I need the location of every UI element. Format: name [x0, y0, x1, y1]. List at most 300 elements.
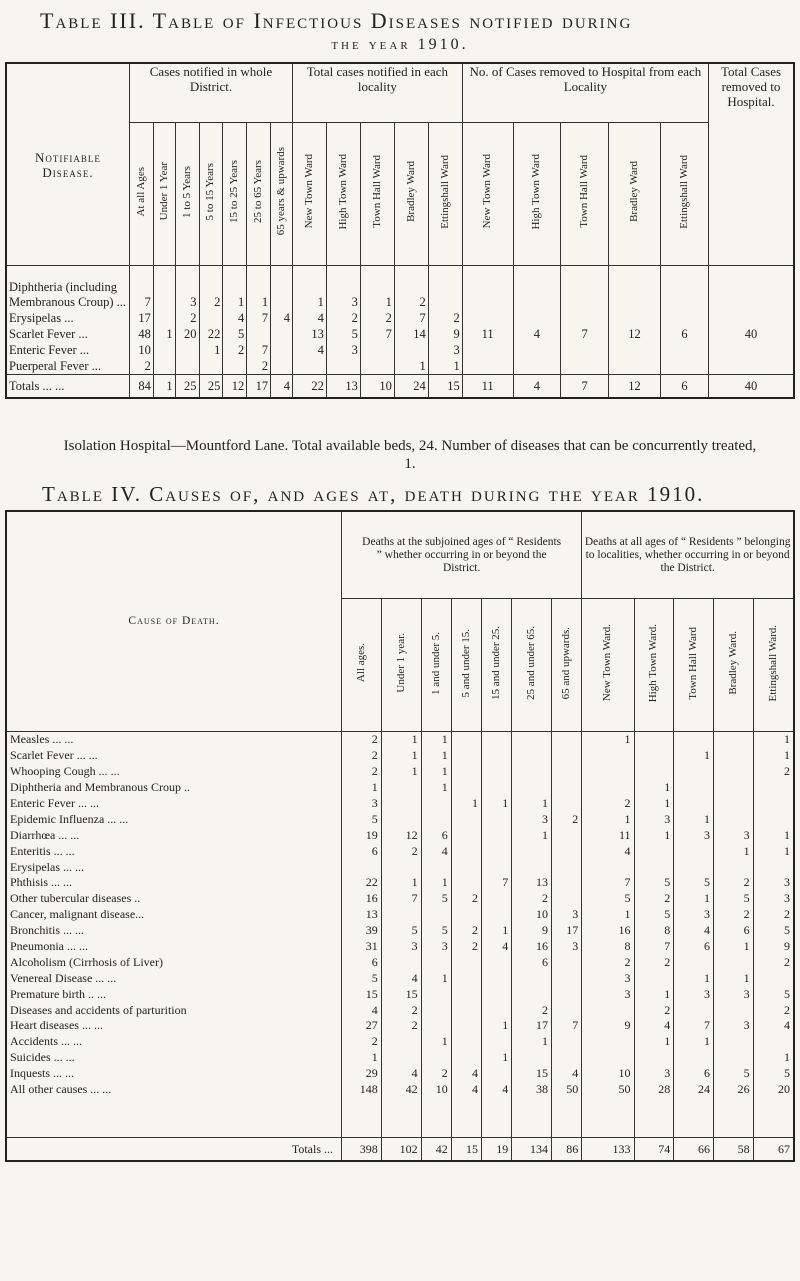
table4-value-cell: 16 — [582, 923, 634, 939]
table4-ward-header — [753, 599, 794, 732]
table3-disease-cell: Puerperal Fever ... — [9, 359, 101, 373]
table3-value-cell — [462, 358, 513, 375]
table3-value-cell: 2 — [175, 310, 199, 326]
table4-value-cell: 8 — [582, 939, 634, 955]
table4-cause-cell: Measles ... ... — [10, 732, 74, 747]
table4-value-cell — [552, 1050, 582, 1066]
table3-value-cell: 11 — [462, 326, 513, 342]
table3-value-cell — [709, 266, 795, 311]
table4-value-cell — [634, 732, 674, 748]
table4-value-cell: 3 — [753, 891, 794, 907]
table4-spacer-cell — [753, 1097, 794, 1138]
table3-value-cell — [394, 342, 428, 358]
table3-body — [6, 266, 794, 399]
table3-ward-header-label: High Town Ward — [336, 153, 349, 230]
table4-value-cell — [451, 907, 481, 923]
table4-value-cell — [421, 811, 451, 827]
table4-value-cell: 1 — [634, 780, 674, 796]
table4-title: Table IV. Causes of, and ages at, death during the year 1910. — [42, 482, 705, 506]
table4-value-cell — [512, 748, 552, 764]
table4-value-cell — [582, 780, 634, 796]
table4-age-header-label: 15 and under 25. — [490, 626, 503, 700]
table4-value-cell: 1 — [634, 986, 674, 1002]
table3-ward-header-removed — [661, 123, 709, 266]
table4-value-cell — [482, 891, 512, 907]
table4-value-cell — [482, 1066, 512, 1082]
table4-cause-cell: Venereal Disease ... ... — [10, 970, 117, 985]
table4-value-cell — [421, 907, 451, 923]
table3-disease-cell: Scarlet Fever ... — [9, 327, 88, 341]
table4-value-cell: 3 — [713, 1018, 753, 1034]
table4-value-cell — [482, 970, 512, 986]
table4-age-header — [552, 599, 582, 732]
table4-cause-cell: Heart diseases ... ... — [10, 1018, 103, 1033]
table3-value-cell — [709, 310, 795, 326]
table4-value-cell: 5 — [753, 923, 794, 939]
table4-cause-cell: Suicides ... ... — [10, 1050, 75, 1065]
table4-ward-header-label: Town Hall Ward — [687, 626, 700, 700]
table3-value-cell: 3 — [175, 266, 199, 311]
table3-value-cell — [271, 358, 293, 375]
table4-value-cell: 1 — [421, 1034, 451, 1050]
table3-ward-header-label: High Town Ward — [530, 153, 543, 230]
table4-total-cell: 67 — [753, 1138, 794, 1162]
table3-total-cell: 10 — [360, 375, 394, 399]
table4-value-cell — [451, 1034, 481, 1050]
table4-value-cell: 1 — [753, 843, 794, 859]
table4-value-cell: 4 — [381, 970, 421, 986]
table4-value-cell: 5 — [753, 986, 794, 1002]
table-row — [6, 1082, 794, 1098]
table3-value-cell — [462, 310, 513, 326]
table4-value-cell: 1 — [421, 875, 451, 891]
table-row — [6, 859, 794, 875]
table3-ward-header-label: Bradley Ward — [404, 161, 417, 222]
table4-value-cell: 5 — [381, 923, 421, 939]
table-row — [6, 764, 794, 780]
table4-value-cell — [634, 970, 674, 986]
table4-value-cell: 1 — [482, 796, 512, 812]
table4-value-cell: 3 — [634, 811, 674, 827]
table-row — [6, 1002, 794, 1018]
table4-value-cell — [421, 1018, 451, 1034]
table4-value-cell — [451, 1002, 481, 1018]
table3-value-cell: 3 — [326, 342, 360, 358]
table4-spacer-cell — [451, 1097, 481, 1138]
table4-age-header — [381, 599, 421, 732]
table4-value-cell: 4 — [421, 843, 451, 859]
table4-value-cell — [451, 748, 481, 764]
isolation-note: Isolation Hospital—Mountford Lane. Total available beds, 24. Number of diseases that can be concurrently treated, 1. — [63, 438, 757, 472]
table3-age-header — [130, 123, 154, 266]
table4-value-cell: 5 — [634, 875, 674, 891]
table4-cause-cell: Diseases and accidents of parturition — [10, 1002, 187, 1017]
table4-value-cell: 2 — [753, 1002, 794, 1018]
table3-ward-header-removed — [608, 123, 660, 266]
table4-total-cell: 86 — [552, 1138, 582, 1162]
table3-value-cell: 13 — [292, 326, 326, 342]
table4-value-cell — [482, 859, 512, 875]
table4-value-cell: 9 — [512, 923, 552, 939]
table4-totals-row — [6, 1138, 794, 1162]
table3-value-cell: 2 — [199, 266, 223, 311]
table4-value-cell: 3 — [674, 907, 714, 923]
table4-cause-header: Cause of Death. — [6, 511, 342, 732]
table3-age-header-label: 65 years & upwards — [275, 147, 288, 236]
table3-value-cell: 1 — [394, 358, 428, 375]
table3-total-cell: 15 — [428, 375, 462, 399]
table4-value-cell — [552, 875, 582, 891]
table3-ward-header-label: New Town Ward — [302, 154, 315, 229]
table3-value-cell — [661, 266, 709, 311]
table3 — [5, 62, 795, 399]
table4-value-cell — [713, 764, 753, 780]
table4-value-cell — [381, 1050, 421, 1066]
table4-value-cell: 50 — [582, 1082, 634, 1098]
table4-value-cell: 50 — [552, 1082, 582, 1098]
table3-total-cell: 17 — [247, 375, 271, 399]
table4-value-cell: 6 — [512, 954, 552, 970]
table4-value-cell: 1 — [674, 970, 714, 986]
table4-value-cell — [512, 732, 552, 748]
table4-value-cell — [482, 843, 512, 859]
table4-value-cell — [713, 811, 753, 827]
table4-value-cell — [674, 764, 714, 780]
table4-value-cell — [512, 859, 552, 875]
table4-value-cell — [512, 986, 552, 1002]
table3-value-cell: 2 — [130, 358, 154, 375]
table4-value-cell — [381, 796, 421, 812]
table4-age-header — [512, 599, 552, 732]
table4-total-cell: 134 — [512, 1138, 552, 1162]
table3-value-cell: 7 — [247, 342, 271, 358]
table4-value-cell: 3 — [713, 986, 753, 1002]
table4-value-cell: 5 — [634, 907, 674, 923]
table4-value-cell: 5 — [342, 811, 382, 827]
table4-value-cell — [552, 1002, 582, 1018]
table-row — [6, 939, 794, 955]
table4-value-cell: 17 — [512, 1018, 552, 1034]
table4-spacer-cell — [381, 1097, 421, 1138]
table4-value-cell: 38 — [512, 1082, 552, 1098]
table4-value-cell — [552, 796, 582, 812]
table4-ward-header-label: Ettingshall Ward. — [766, 624, 779, 702]
table4-cause-cell: Pneumonia ... ... — [10, 939, 88, 954]
table4-value-cell: 1 — [582, 907, 634, 923]
table4-value-cell: 5 — [674, 875, 714, 891]
table4-value-cell — [482, 732, 512, 748]
table4-value-cell — [482, 907, 512, 923]
table3-total-cell: 25 — [199, 375, 223, 399]
table4-value-cell — [582, 764, 634, 780]
table4-value-cell: 7 — [582, 875, 634, 891]
table3-ward-header-locality — [326, 123, 360, 266]
table4-cause-cell: Erysipelas ... ... — [10, 859, 84, 874]
table3-value-cell: 5 — [223, 326, 247, 342]
table-row — [6, 1066, 794, 1082]
table4-value-cell: 5 — [421, 891, 451, 907]
table4-value-cell: 3 — [342, 796, 382, 812]
table4-value-cell: 6 — [674, 1066, 714, 1082]
table4-value-cell: 2 — [342, 748, 382, 764]
table3-value-cell — [271, 326, 293, 342]
table4-value-cell: 24 — [674, 1082, 714, 1098]
table4-value-cell — [451, 732, 481, 748]
table4-value-cell: 31 — [342, 939, 382, 955]
table3-value-cell — [199, 358, 223, 375]
table4-value-cell — [451, 986, 481, 1002]
table3-value-cell: 2 — [360, 310, 394, 326]
table3-total-cell: 4 — [271, 375, 293, 399]
table4-value-cell — [512, 970, 552, 986]
table4-value-cell: 1 — [381, 732, 421, 748]
table3-age-header-label: 1 to 5 Years — [180, 165, 193, 218]
table3-value-cell: 7 — [130, 266, 154, 311]
table4-value-cell — [451, 970, 481, 986]
table3-total-removed-header: Total Cases removed to Hospital. — [709, 63, 795, 266]
table4-value-cell: 1 — [451, 796, 481, 812]
table4-value-cell: 20 — [753, 1082, 794, 1098]
table4-value-cell: 5 — [342, 970, 382, 986]
table4-value-cell: 1 — [421, 748, 451, 764]
table4-value-cell — [342, 859, 382, 875]
table4-cause-cell: Enteritis ... ... — [10, 843, 75, 858]
table4-value-cell — [552, 843, 582, 859]
table4-value-cell — [753, 811, 794, 827]
table4-value-cell — [634, 859, 674, 875]
table4-value-cell — [451, 1050, 481, 1066]
table4-total-cell: 15 — [451, 1138, 481, 1162]
table3-total-cell: 4 — [513, 375, 561, 399]
table4-value-cell — [634, 843, 674, 859]
table3-ward-header-locality — [428, 123, 462, 266]
table3-value-cell: 7 — [561, 326, 609, 342]
table3-cases-header: Cases notified in whole District. — [130, 63, 293, 123]
table4-value-cell: 5 — [753, 1066, 794, 1082]
table4-value-cell: 1 — [753, 748, 794, 764]
table3-value-cell: 2 — [223, 342, 247, 358]
table4-value-cell: 1 — [342, 780, 382, 796]
table-row — [6, 780, 794, 796]
table4-value-cell: 1 — [421, 764, 451, 780]
table4-value-cell: 2 — [342, 732, 382, 748]
table4-value-cell: 27 — [342, 1018, 382, 1034]
table3-total-cell: 13 — [326, 375, 360, 399]
table4-cause-cell: Inquests ... ... — [10, 1066, 74, 1081]
table4-age-header — [482, 599, 512, 732]
table-row — [6, 970, 794, 986]
table4-value-cell: 11 — [582, 827, 634, 843]
table4-value-cell: 1 — [381, 764, 421, 780]
table4-value-cell — [451, 811, 481, 827]
table4-value-cell — [482, 811, 512, 827]
table4-value-cell — [451, 954, 481, 970]
table3-value-cell: 1 — [247, 266, 271, 311]
table4-value-cell — [713, 748, 753, 764]
table4-value-cell — [451, 875, 481, 891]
table-row — [6, 796, 794, 812]
table4-value-cell — [634, 1050, 674, 1066]
table3-value-cell — [153, 266, 175, 311]
table3-ward-header-label: Bradley Ward — [628, 161, 641, 222]
table3-value-cell — [292, 358, 326, 375]
table4-value-cell — [634, 748, 674, 764]
table4-value-cell: 13 — [342, 907, 382, 923]
table4-value-cell: 1 — [482, 923, 512, 939]
table4-value-cell: 1 — [421, 780, 451, 796]
table3-value-cell — [462, 266, 513, 311]
table4-value-cell: 2 — [421, 1066, 451, 1082]
table3-total-cell: 12 — [608, 375, 660, 399]
table3-value-cell: 7 — [394, 310, 428, 326]
table4-value-cell — [451, 827, 481, 843]
table3-value-cell: 20 — [175, 326, 199, 342]
table4-value-cell: 4 — [482, 939, 512, 955]
table4-value-cell — [512, 1050, 552, 1066]
table3-disease-header: Notifiable Disease. — [6, 63, 130, 266]
table4-value-cell: 4 — [451, 1082, 481, 1098]
table4-value-cell: 1 — [482, 1050, 512, 1066]
table4-value-cell: 1 — [634, 827, 674, 843]
table4-age-header-label: 25 and under 65. — [525, 626, 538, 700]
table3-ward-header-locality — [394, 123, 428, 266]
table4-value-cell: 17 — [552, 923, 582, 939]
table4-value-cell — [451, 843, 481, 859]
table3-value-cell: 4 — [292, 342, 326, 358]
table3-age-header — [247, 123, 271, 266]
table4-value-cell: 9 — [582, 1018, 634, 1034]
table4-value-cell: 5 — [582, 891, 634, 907]
table4-value-cell — [381, 1034, 421, 1050]
table3-totals-row — [6, 375, 794, 399]
table-row — [6, 1018, 794, 1034]
table4-value-cell: 4 — [552, 1066, 582, 1082]
table4-ages-header: Deaths at the subjoined ages of “ Residents ” whether occurring in or beyond the District. — [342, 511, 582, 599]
table4-value-cell: 1 — [421, 732, 451, 748]
table3-value-cell: 7 — [360, 326, 394, 342]
table4-age-header-label: All ages. — [354, 643, 367, 683]
table4-value-cell — [552, 764, 582, 780]
table4-total-cell: 42 — [421, 1138, 451, 1162]
table3-ward-header-removed — [462, 123, 513, 266]
table-row — [6, 843, 794, 859]
table4-age-header-label: 65 and upwards. — [560, 626, 573, 700]
table4-value-cell — [421, 1002, 451, 1018]
table-row — [6, 986, 794, 1002]
table3-title: Table III. Table of Infectious Diseases notified during — [40, 8, 633, 33]
table3-value-cell — [428, 266, 462, 311]
table4-value-cell: 15 — [512, 1066, 552, 1082]
table4-spacer-cell — [6, 1097, 342, 1138]
table3-disease-cell: Diphtheria (including Membranous Croup) ... — [9, 280, 126, 309]
table3-value-cell: 2 — [247, 358, 271, 375]
table4-total-cell: 102 — [381, 1138, 421, 1162]
table4-value-cell: 12 — [381, 827, 421, 843]
table3-value-cell — [271, 342, 293, 358]
table3-value-cell: 4 — [271, 310, 293, 326]
table3-age-header-label: 25 to 65 Years — [252, 160, 265, 223]
table4-value-cell — [451, 764, 481, 780]
table4-value-cell — [421, 796, 451, 812]
table4-value-cell: 1 — [713, 843, 753, 859]
table4-cause-cell: Bronchitis ... ... — [10, 923, 84, 938]
table3-value-cell — [175, 342, 199, 358]
table3-value-cell: 9 — [428, 326, 462, 342]
table3-value-cell — [709, 358, 795, 375]
table4-value-cell — [674, 1002, 714, 1018]
table4-value-cell: 3 — [674, 827, 714, 843]
table3-value-cell: 17 — [130, 310, 154, 326]
table4-total-cell: 19 — [482, 1138, 512, 1162]
table3-value-cell: 6 — [661, 326, 709, 342]
table4-value-cell: 2 — [713, 907, 753, 923]
table4-total-cell: 133 — [582, 1138, 634, 1162]
table4-value-cell: 2 — [634, 891, 674, 907]
table4-value-cell: 3 — [634, 1066, 674, 1082]
table4-value-cell — [753, 1034, 794, 1050]
table3-age-header-label: At all Ages — [134, 166, 147, 217]
table4-cause-cell: Whooping Cough ... ... — [10, 764, 120, 779]
table3-value-cell: 5 — [326, 326, 360, 342]
table3-ward-header-label: Town Hall Ward — [370, 155, 383, 228]
table3-value-cell — [513, 342, 561, 358]
table3-value-cell: 1 — [223, 266, 247, 311]
table3-value-cell: 4 — [292, 310, 326, 326]
table4-value-cell — [482, 1002, 512, 1018]
table3-value-cell — [561, 342, 609, 358]
table4-value-cell: 1 — [674, 811, 714, 827]
table4-value-cell: 4 — [753, 1018, 794, 1034]
table4-spacer-cell — [482, 1097, 512, 1138]
table4-value-cell: 2 — [512, 1002, 552, 1018]
table4-value-cell: 1 — [582, 811, 634, 827]
table3-ward-header-locality — [360, 123, 394, 266]
table4-value-cell: 1 — [512, 1034, 552, 1050]
table4-value-cell — [512, 843, 552, 859]
table-row — [6, 907, 794, 923]
table4-value-cell — [421, 954, 451, 970]
table4-value-cell — [482, 827, 512, 843]
table3-value-cell — [271, 266, 293, 311]
table3-value-cell — [608, 266, 660, 311]
table4-value-cell — [421, 986, 451, 1002]
table-row — [6, 1034, 794, 1050]
table4-cause-cell: Epidemic Influenza ... ... — [10, 811, 129, 826]
table4-value-cell — [674, 732, 714, 748]
table-row — [6, 1050, 794, 1066]
table4-cause-cell: Enteric Fever ... ... — [10, 796, 99, 810]
table4-value-cell — [552, 891, 582, 907]
table4-value-cell — [713, 1050, 753, 1066]
table4-value-cell — [451, 1018, 481, 1034]
table3-value-cell: 2 — [394, 266, 428, 311]
table4-total-cell: 66 — [674, 1138, 714, 1162]
table3-ward-header-removed — [561, 123, 609, 266]
table4-total-cell: 58 — [713, 1138, 753, 1162]
table4-value-cell: 4 — [381, 1066, 421, 1082]
table3-value-cell: 2 — [428, 310, 462, 326]
table4-value-cell: 3 — [552, 907, 582, 923]
table4-value-cell: 7 — [482, 875, 512, 891]
table4-value-cell — [753, 780, 794, 796]
table4-value-cell: 2 — [582, 796, 634, 812]
table3-value-cell — [561, 358, 609, 375]
table3-subtitle: the year 1910. — [331, 36, 469, 53]
table4-cause-cell: All other causes ... ... — [10, 1082, 112, 1097]
table3-value-cell — [513, 358, 561, 375]
table4-cause-cell: Alcoholism (Cirrhosis of Liver) — [10, 954, 163, 969]
table3-value-cell: 10 — [130, 342, 154, 358]
